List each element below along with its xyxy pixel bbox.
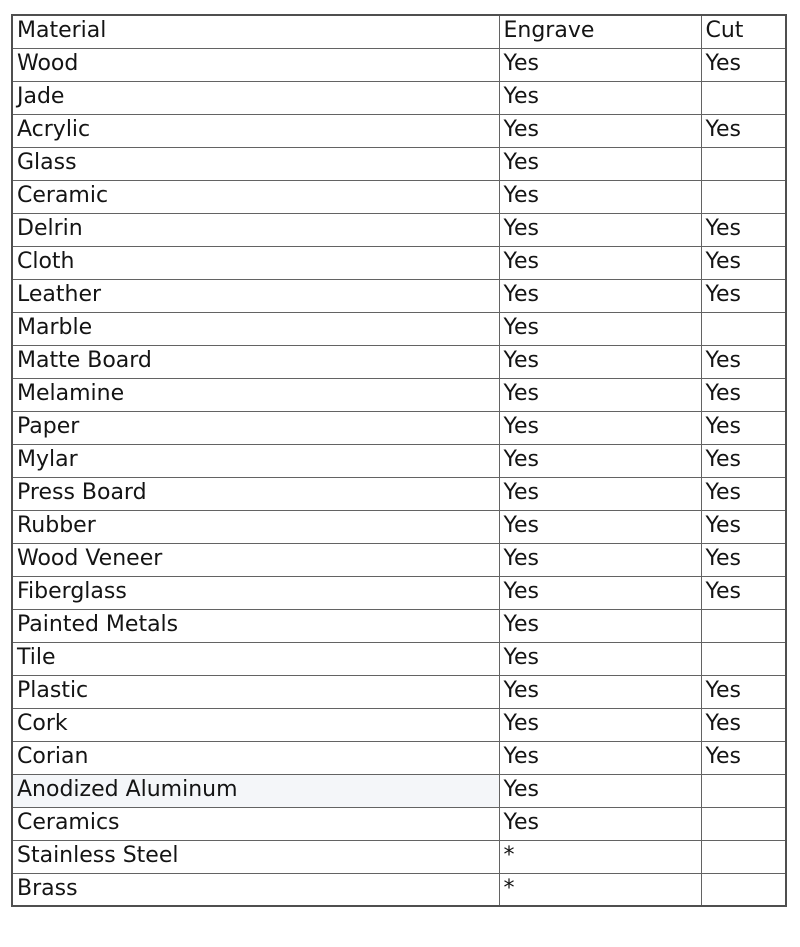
cut-cell: [701, 609, 786, 642]
cut-cell: [701, 81, 786, 114]
cut-cell: Yes: [701, 246, 786, 279]
cut-cell: Yes: [701, 411, 786, 444]
table-body: [12, 48, 786, 906]
cut-cell: Yes: [701, 114, 786, 147]
table-row: [12, 543, 786, 576]
table-row: [12, 411, 786, 444]
engrave-cell: Yes: [499, 642, 701, 675]
engrave-cell: Yes: [499, 147, 701, 180]
column-header-engrave: Engrave: [499, 15, 701, 48]
cut-cell: Yes: [701, 378, 786, 411]
cut-cell: Yes: [701, 213, 786, 246]
engrave-cell: Yes: [499, 48, 701, 81]
table-row: [12, 444, 786, 477]
table-row: [12, 312, 786, 345]
table-row: [12, 81, 786, 114]
material-cell: Fiberglass: [12, 576, 499, 609]
material-cell: Anodized Aluminum: [12, 774, 499, 807]
cut-cell: [701, 642, 786, 675]
material-cell: Matte Board: [12, 345, 499, 378]
engrave-cell: *: [499, 840, 701, 873]
table-row: [12, 114, 786, 147]
material-cell: Rubber: [12, 510, 499, 543]
material-cell: Glass: [12, 147, 499, 180]
table-row: [12, 873, 786, 906]
material-cell: Mylar: [12, 444, 499, 477]
engrave-cell: Yes: [499, 576, 701, 609]
material-cell: Ceramics: [12, 807, 499, 840]
material-cell: Melamine: [12, 378, 499, 411]
table-row: [12, 48, 786, 81]
table-row: [12, 774, 786, 807]
engrave-cell: Yes: [499, 609, 701, 642]
table-row: [12, 279, 786, 312]
table-header: [12, 15, 786, 48]
table-row: [12, 741, 786, 774]
engrave-cell: Yes: [499, 378, 701, 411]
engrave-cell: Yes: [499, 180, 701, 213]
material-cell: Ceramic: [12, 180, 499, 213]
table-row: [12, 675, 786, 708]
table-row: [12, 345, 786, 378]
engrave-cell: Yes: [499, 444, 701, 477]
table-row: [12, 510, 786, 543]
material-cell: Corian: [12, 741, 499, 774]
cut-cell: Yes: [701, 279, 786, 312]
material-cell: Cork: [12, 708, 499, 741]
engrave-cell: Yes: [499, 708, 701, 741]
engrave-cell: Yes: [499, 213, 701, 246]
material-cell: Wood: [12, 48, 499, 81]
material-cell: Acrylic: [12, 114, 499, 147]
material-cell: Cloth: [12, 246, 499, 279]
table-row: [12, 477, 786, 510]
engrave-cell: Yes: [499, 114, 701, 147]
engrave-cell: Yes: [499, 279, 701, 312]
material-cell: Stainless Steel: [12, 840, 499, 873]
material-cell: Marble: [12, 312, 499, 345]
material-cell: Press Board: [12, 477, 499, 510]
engrave-cell: Yes: [499, 246, 701, 279]
cut-cell: [701, 873, 786, 906]
cut-cell: Yes: [701, 576, 786, 609]
engrave-cell: Yes: [499, 543, 701, 576]
engrave-cell: *: [499, 873, 701, 906]
cut-cell: Yes: [701, 444, 786, 477]
materials-table: [11, 14, 787, 907]
cut-cell: Yes: [701, 477, 786, 510]
cut-cell: [701, 312, 786, 345]
table-row: [12, 180, 786, 213]
column-header-material: Material: [12, 15, 499, 48]
engrave-cell: Yes: [499, 411, 701, 444]
table-row: [12, 807, 786, 840]
material-cell: Tile: [12, 642, 499, 675]
table-row: [12, 840, 786, 873]
engrave-cell: Yes: [499, 345, 701, 378]
engrave-cell: Yes: [499, 774, 701, 807]
material-cell: Wood Veneer: [12, 543, 499, 576]
material-cell: Jade: [12, 81, 499, 114]
material-cell: Paper: [12, 411, 499, 444]
material-cell: Brass: [12, 873, 499, 906]
cut-cell: [701, 807, 786, 840]
table-row: [12, 213, 786, 246]
table-row: [12, 576, 786, 609]
cut-cell: Yes: [701, 741, 786, 774]
table-row: [12, 609, 786, 642]
engrave-cell: Yes: [499, 477, 701, 510]
cut-cell: Yes: [701, 345, 786, 378]
cut-cell: [701, 147, 786, 180]
engrave-cell: Yes: [499, 510, 701, 543]
material-cell: Painted Metals: [12, 609, 499, 642]
table-row: [12, 246, 786, 279]
table-row: [12, 708, 786, 741]
cut-cell: Yes: [701, 708, 786, 741]
material-cell: Plastic: [12, 675, 499, 708]
engrave-cell: Yes: [499, 741, 701, 774]
table-row: [12, 642, 786, 675]
column-header-cut: Cut: [701, 15, 786, 48]
cut-cell: Yes: [701, 543, 786, 576]
cut-cell: [701, 774, 786, 807]
engrave-cell: Yes: [499, 807, 701, 840]
cut-cell: [701, 180, 786, 213]
cut-cell: Yes: [701, 675, 786, 708]
cut-cell: Yes: [701, 510, 786, 543]
cut-cell: Yes: [701, 48, 786, 81]
material-cell: Delrin: [12, 213, 499, 246]
engrave-cell: Yes: [499, 81, 701, 114]
cut-cell: [701, 840, 786, 873]
engrave-cell: Yes: [499, 312, 701, 345]
table-row: [12, 147, 786, 180]
header-row: [12, 15, 786, 48]
engrave-cell: Yes: [499, 675, 701, 708]
material-cell: Leather: [12, 279, 499, 312]
table-row: [12, 378, 786, 411]
